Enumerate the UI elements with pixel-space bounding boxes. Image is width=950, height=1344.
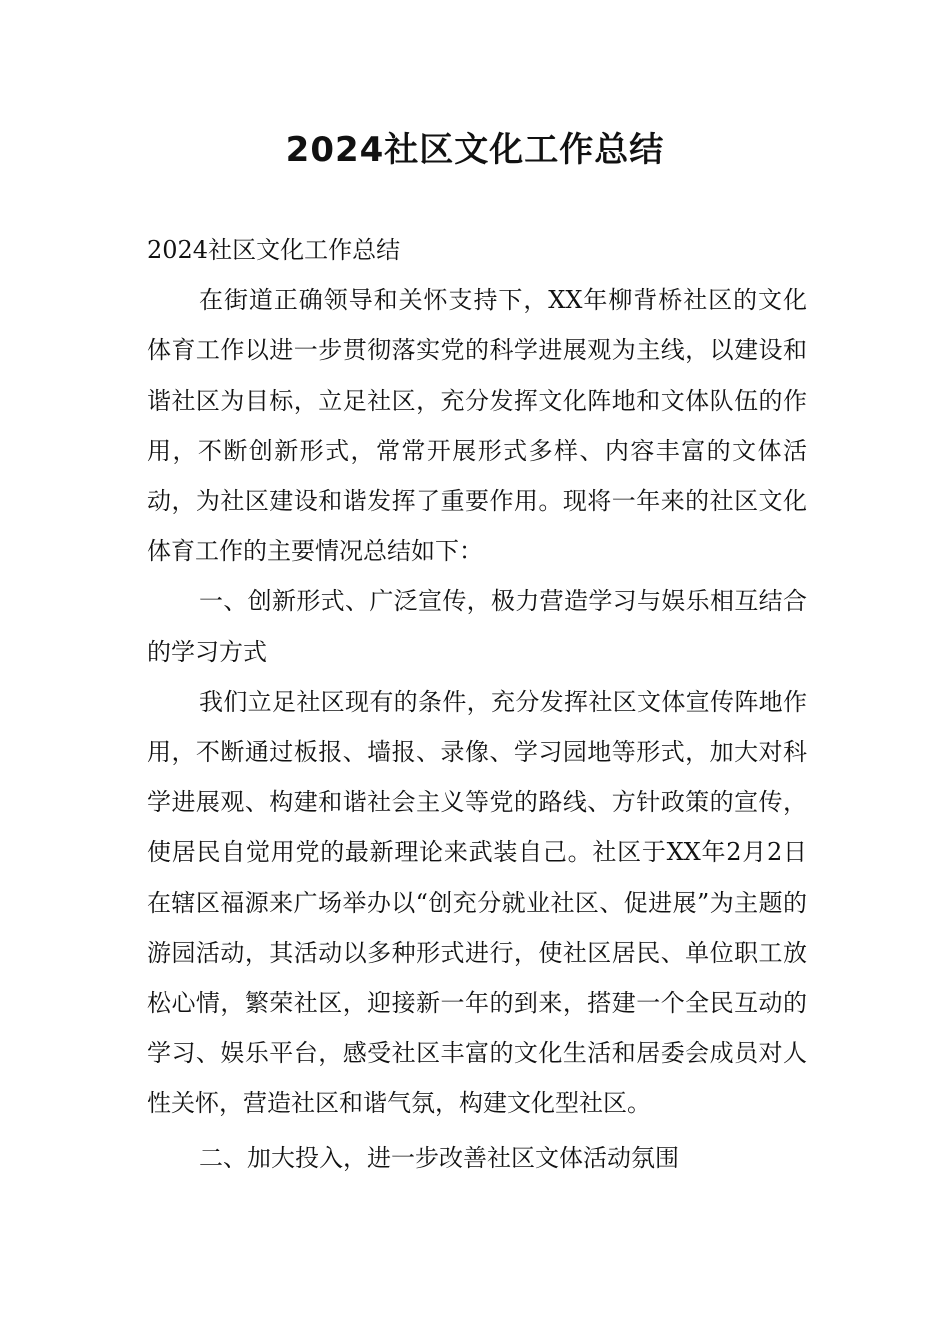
document-body <box>147 225 807 1183</box>
section-heading-1: 一、创新形式、广泛宣传，极力营造学习与娱乐相互结合的学习方式 <box>147 587 807 666</box>
section-1-paragraph: 我们立足社区现有的条件，充分发挥社区文体宣传阵地作用，不断通过板报、墙报、录像、学习园地等形式，加大对科学进展观、构建和谐社会主义等党的路线、方针政策的宣传，使居民自觉用党的最新理论来武装自己。社区于XX年2月2日在辖区福源来广场举办以“创充分就业社区、促进展”为主题的游园活动，其活动以多种形式进行，使社区居民、单位职工放松心情，繁荣社区，迎接新一年的到来，搭建一个全民互动的学习、娱乐平台，感受社区丰富的文化生活和居委会成员对人性关怀，营造社区和谐气氛，构建文化型社区。 <box>147 687 807 1118</box>
document-subtitle: 2024社区文化工作总结 <box>147 236 401 264</box>
document-title: 2024社区文化工作总结 <box>285 130 665 170</box>
intro-paragraph: 在街道正确领导和关怀支持下，XX年柳背桥社区的文化体育工作以进一步贯彻落实党的科学进展观为主线，以建设和谐社区为目标，立足社区，充分发挥文化阵地和文体队伍的作用，不断创新形式，常常开展形式多样、内容丰富的文体活动，为社区建设和谐发挥了重要作用。现将一年来的社区文化体育工作的主要情况总结如下： <box>147 286 807 566</box>
section-heading-2: 二、加大投入，进一步改善社区文体活动氛围 <box>199 1143 679 1172</box>
